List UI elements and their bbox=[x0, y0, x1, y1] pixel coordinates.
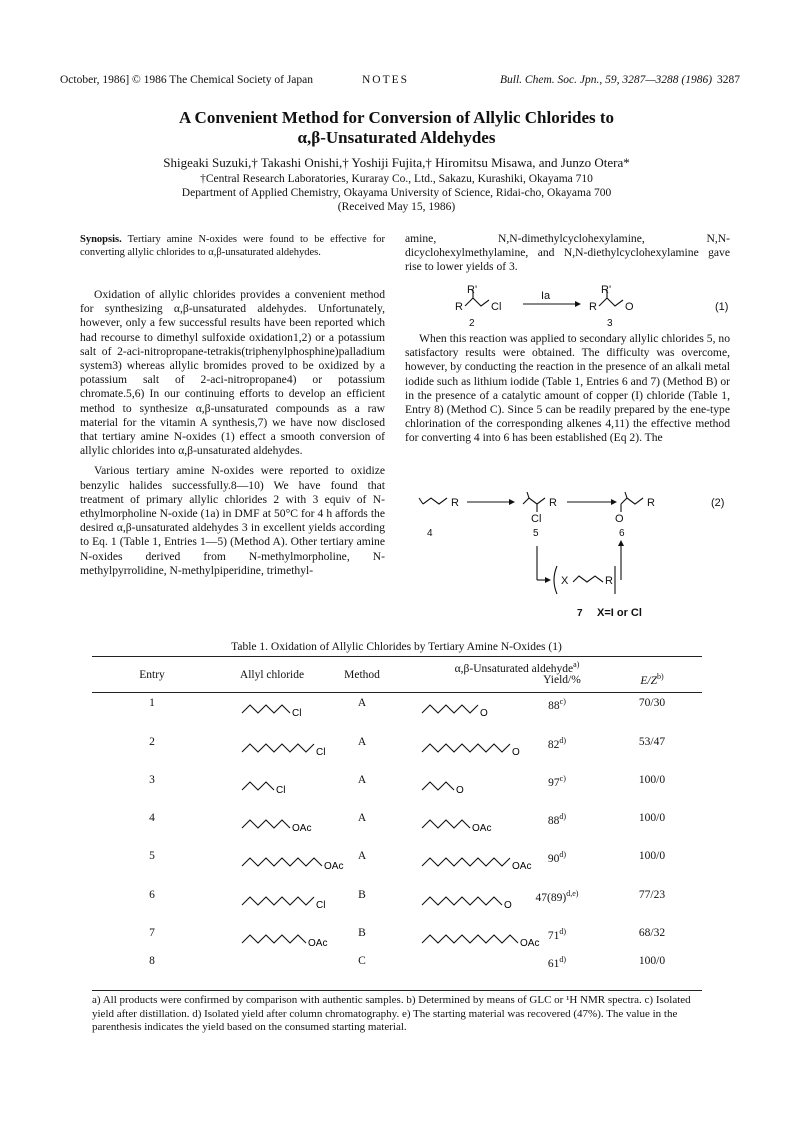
chloride-structure-label: OAc bbox=[324, 861, 344, 872]
cell-entry bbox=[122, 955, 182, 967]
cell-entry bbox=[122, 697, 182, 709]
cell-entry-text: 6 bbox=[149, 889, 155, 901]
table-row bbox=[92, 889, 702, 929]
eq1-label-3: 3 bbox=[607, 318, 613, 329]
eq1-label-2: 2 bbox=[469, 318, 475, 329]
cell-method-text: A bbox=[357, 850, 367, 862]
table-footnote: a) All products were confirmed by comparison with authentic samples. b) Determined by means of GLC or ¹H NMR spectra. c) Isolated yield after distillation. d) Isolated yield after column chromatography. e) The starting material was recovered (47%). The value in the parenthesis indicates the yield based on the consumed starting material. bbox=[92, 990, 702, 1035]
cell-yield-text: 47(89) bbox=[535, 891, 567, 904]
cell-ez bbox=[617, 697, 687, 709]
header-chloride: Allyl chloride bbox=[239, 669, 305, 681]
aldehyde-structure bbox=[412, 887, 542, 917]
equation-1 bbox=[405, 282, 735, 330]
header-entry: Entry bbox=[139, 669, 165, 681]
header-method: Method bbox=[344, 669, 380, 681]
table-row bbox=[92, 736, 702, 776]
table-row bbox=[92, 774, 702, 814]
title-line-2: α,β-Unsaturated Aldehydes bbox=[297, 128, 496, 147]
chloride-structure-label: OAc bbox=[308, 938, 328, 949]
cell-entry-text: 1 bbox=[149, 697, 155, 709]
eq2-inter-x: X bbox=[561, 575, 569, 587]
header-date: October, 1986] © 1986 The Chemical Society of Japan bbox=[60, 74, 314, 86]
title-line-1: A Convenient Method for Conversion of Allylic Chlorides to bbox=[178, 108, 615, 127]
synopsis-text: Tertiary amine N-oxides were found to be effective for converting allylic chlorides to α,β-unsaturated aldehydes. bbox=[80, 234, 386, 258]
cell-method-text: C bbox=[358, 955, 366, 967]
cell-ez bbox=[617, 850, 687, 862]
eq2-cl-5: Cl bbox=[531, 513, 542, 525]
cell-yield-text: 88 bbox=[548, 699, 560, 712]
synopsis-label: Synopsis. bbox=[80, 234, 122, 245]
aldehyde-structure-label: OAc bbox=[512, 861, 532, 872]
header-aldehyde-text: α,β-Unsaturated aldehyde bbox=[454, 662, 574, 675]
affiliation-2: Department of Applied Chemistry, Okayama University of Science, Ridai-cho, Okayama 700 bbox=[181, 187, 612, 199]
authors: Shigeaki Suzuki,† Takashi Onishi,† Yoshiji Fujita,† Hiromitsu Misawa, and Junzo Otera* bbox=[163, 155, 630, 170]
cell-ez-text: 77/23 bbox=[638, 889, 666, 901]
synopsis bbox=[80, 233, 385, 259]
cell-yield-text: 61 bbox=[547, 957, 560, 970]
cell-entry bbox=[122, 736, 182, 748]
affiliation-1: †Central Research Laboratories, Kuraray Co., Ltd., Sakazu, Kurashiki, Okayama 710 bbox=[200, 173, 593, 185]
aldehyde-structure-label: O bbox=[512, 747, 520, 758]
aldehyde-structure-label: OAc bbox=[520, 938, 540, 949]
cell-ez-text: 53/47 bbox=[638, 736, 666, 748]
table-row bbox=[92, 812, 702, 852]
eq1-r-b: R bbox=[589, 301, 597, 313]
cell-entry bbox=[122, 812, 182, 824]
chloride-structure bbox=[232, 695, 362, 725]
eq2-inter-r: R bbox=[605, 575, 613, 587]
cell-method-text: A bbox=[357, 736, 367, 748]
cell-ez bbox=[617, 889, 687, 901]
cell-method-text: A bbox=[357, 812, 367, 824]
aldehyde-structure-label: O bbox=[480, 708, 488, 719]
eq1-cl: Cl bbox=[491, 301, 502, 313]
cell-entry-text: 5 bbox=[149, 850, 155, 862]
cell-method-text: B bbox=[358, 889, 366, 901]
eq2-label-6: 6 bbox=[619, 528, 625, 539]
eq2-o-6: O bbox=[615, 513, 624, 525]
cell-yield-note: d) bbox=[559, 927, 567, 936]
aldehyde-structure-label: OAc bbox=[472, 823, 492, 834]
eq2-r-6: R bbox=[647, 497, 655, 509]
cell-yield-text: 71 bbox=[547, 929, 560, 942]
chloride-structure-label: OAc bbox=[292, 823, 312, 834]
chloride-structure-label: Cl bbox=[292, 708, 302, 719]
eq1-rp-b: R' bbox=[601, 284, 612, 296]
cell-ez bbox=[617, 812, 687, 824]
right-column-mid: When this reaction was applied to secondary allylic chlorides 5, no satisfactory results were obtained. The difficulty was overcome, however, by conducting the reaction in the presence of an alkali metal iodide such as lithium iodide (Table 1, Entries 6 and 7) (Method B) or in the presence of a catalytic amount of copper (I) chloride (Table 1, Entry 8) (Method C). Since 5 can be readily prepared by the ene-type chlorination of the corresponding alkenes 4,11) the effective method for converting 4 into 6 has been established (Eq 2). The bbox=[405, 332, 730, 445]
cell-entry-text: 7 bbox=[149, 927, 155, 939]
cell-ez-text: 100/0 bbox=[638, 955, 666, 967]
header-ez-sup: b) bbox=[656, 672, 664, 681]
eq1-rp-a: R' bbox=[467, 284, 478, 296]
cell-yield-note: d) bbox=[559, 812, 567, 821]
eq2-label-7: 7 bbox=[577, 608, 583, 619]
received-date: (Received May 15, 1986) bbox=[337, 201, 456, 213]
aldehyde-structure bbox=[412, 925, 542, 955]
aldehyde-structure-label: O bbox=[456, 785, 464, 796]
cell-entry-text: 2 bbox=[149, 736, 155, 748]
header-aldehyde-sup: a) bbox=[573, 660, 580, 669]
table-row bbox=[92, 955, 702, 995]
cell-ez-text: 100/0 bbox=[638, 850, 666, 862]
eq2-label-4: 4 bbox=[427, 528, 433, 539]
cell-yield-text: 97 bbox=[548, 776, 560, 789]
cell-yield-text: 88 bbox=[547, 814, 560, 827]
cell-yield-note: c) bbox=[559, 697, 566, 706]
cell-ez bbox=[617, 736, 687, 748]
eq1-r-a: R bbox=[455, 301, 463, 313]
aldehyde-structure bbox=[412, 810, 542, 840]
eq1-reagent: Ia bbox=[541, 290, 551, 302]
chloride-structure bbox=[232, 887, 362, 917]
header-yield: Yield/% bbox=[543, 674, 581, 686]
cell-entry bbox=[122, 889, 182, 901]
cell-ez-text: 68/32 bbox=[638, 927, 666, 939]
paragraph-intro: Oxidation of allylic chlorides provides a convenient method for synthesizing α,β-unsaturated aldehydes. Unfortunately, however, only a few successful results have been reported which had recourse to dimethyl sulfoxide oxidation1,2) or a potassium salt of 2-aci-nitropropane-tetrakis(triphenylphosphine)palladium system3) whereas allylic bromides proved to be oxidized by a potassium salt of 2-aci-nitropropane4) or potassium chromate.5,6) In our continuing efforts to develop an efficient method to synthesize α,β-unsaturated compounds as a raw material for the vitamin A synthesis,7) we have now disclosed that tertiary amine N-oxides (1) effect a smooth conversion of allylic chlorides into α,β-unsaturated aldehydes. bbox=[80, 288, 385, 458]
header-aldehyde bbox=[417, 660, 617, 675]
cell-entry-text: 4 bbox=[149, 812, 155, 824]
cell-ez-text: 70/30 bbox=[638, 697, 666, 709]
aldehyde-structure-label: O bbox=[504, 900, 512, 911]
chloride-structure-label: Cl bbox=[316, 747, 326, 758]
chloride-structure-label: Cl bbox=[316, 900, 326, 911]
aldehyde-structure bbox=[412, 734, 542, 764]
eq1-o: O bbox=[625, 301, 634, 313]
cell-yield-note: d) bbox=[559, 736, 567, 745]
chloride-structure bbox=[232, 925, 362, 955]
cell-yield-note: d) bbox=[559, 955, 567, 964]
cell-yield-note: c) bbox=[559, 774, 566, 783]
eq2-x-def: X=I or Cl bbox=[597, 607, 642, 619]
header-ez-text: E/Z bbox=[640, 674, 657, 687]
cell-yield-note: d,e) bbox=[566, 889, 579, 898]
cell-ez bbox=[617, 774, 687, 786]
chloride-structure bbox=[232, 810, 362, 840]
cell-method-text: A bbox=[357, 697, 367, 709]
cell-method bbox=[327, 955, 397, 967]
cell-entry bbox=[122, 774, 182, 786]
eq2-label-5: 5 bbox=[533, 528, 539, 539]
eq2-number: (2) bbox=[711, 497, 725, 509]
aldehyde-structure bbox=[412, 848, 542, 878]
left-column bbox=[80, 288, 385, 584]
chloride-structure bbox=[232, 848, 362, 878]
cell-ez bbox=[617, 927, 687, 939]
table-row bbox=[92, 850, 702, 890]
results-table bbox=[92, 656, 702, 978]
equation-2 bbox=[405, 490, 735, 625]
page-number: 3287 bbox=[717, 74, 740, 86]
header-journal: Bull. Chem. Soc. Jpn., 59, 3287—3288 (1986) bbox=[500, 74, 713, 86]
cell-method-text: B bbox=[358, 927, 366, 939]
eq2-r-4: R bbox=[451, 497, 459, 509]
header-ez bbox=[617, 672, 687, 687]
cell-entry-text: 8 bbox=[149, 955, 155, 967]
header-section: NOTES bbox=[362, 74, 410, 86]
table-row bbox=[92, 697, 702, 737]
cell-ez-text: 100/0 bbox=[638, 812, 666, 824]
cell-entry-text: 3 bbox=[149, 774, 155, 786]
cell-yield bbox=[512, 955, 602, 970]
cell-yield-text: 90 bbox=[547, 852, 560, 865]
aldehyde-structure bbox=[412, 695, 542, 725]
cell-method-text: A bbox=[357, 774, 367, 786]
cell-yield-text: 82 bbox=[547, 738, 560, 751]
cell-ez-text: 100/0 bbox=[638, 774, 666, 786]
cell-entry bbox=[122, 850, 182, 862]
right-column-top: amine, N,N-dimethylcyclohexylamine, N,N-dicyclohexylmethylamine, and N,N-diethylcyclohexylamine gave rise to lower yields of 3. bbox=[405, 232, 730, 274]
eq1-number: (1) bbox=[715, 301, 729, 313]
chloride-structure-label: Cl bbox=[276, 785, 286, 796]
table-caption: Table 1. Oxidation of Allylic Chlorides by Tertiary Amine N-Oxides (1) bbox=[231, 641, 562, 653]
aldehyde-structure bbox=[412, 772, 542, 802]
chloride-structure bbox=[232, 772, 362, 802]
paper-title bbox=[0, 108, 793, 148]
cell-ez bbox=[617, 955, 687, 967]
chloride-structure bbox=[232, 734, 362, 764]
eq2-r-5: R bbox=[549, 497, 557, 509]
cell-yield-note: d) bbox=[559, 850, 567, 859]
cell-entry bbox=[122, 927, 182, 939]
paragraph-method-a: Various tertiary amine N-oxides were reported to oxidize benzylic halides successfully.8—10) We have found that treatment of primary allylic chlorides 2 with 3 equiv of N-ethylmorpholine N-oxide (1a) in DMF at 50°C for 4 h affords the desired α,β-unsaturated aldehydes 3 in excellent yields according to Eq. 1 (Table 1, Entries 1—5) (Method A). Other tertiary amine N-oxides derived from N-methylmorpholine, N-methylpyrrolidine, N-methylpiperidine, trimethyl- bbox=[80, 464, 385, 577]
